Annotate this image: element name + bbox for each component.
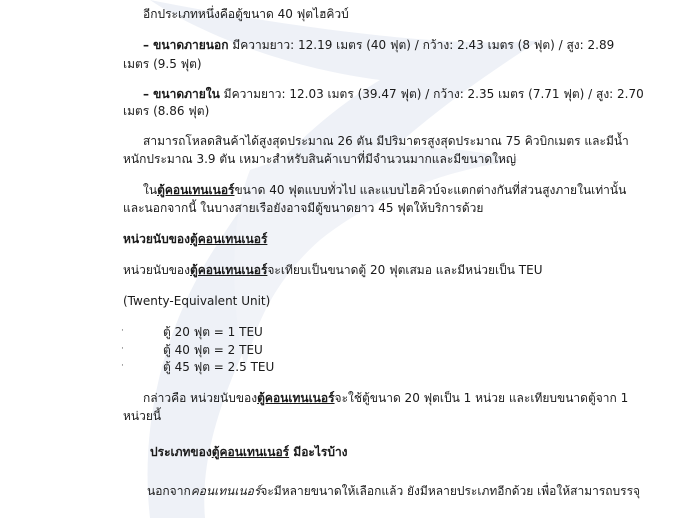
list-item: ตู้ 40 ฟุต = 2 TEU — [163, 343, 263, 357]
text-line — [123, 262, 542, 278]
text-line — [143, 390, 628, 406]
text-line: หนักประมาณ 3.9 ตัน เหมาะสำหรับสินค้าเบาที่มีจำนวนมากและมีขนาดใหญ่ — [123, 152, 517, 166]
text-span: จะมีหลายขนาดให้เลือกแล้ว ยังมีหลายประเภทอีกด้วย เพื่อให้สามารถบรรจุ — [260, 484, 641, 498]
text-line: สามารถโหลดสินค้าได้สูงสุดประมาณ 26 ตัน มีปริมาตรสูงสุดประมาณ 75 คิวบิกเมตร และมีน้ำ — [143, 134, 629, 148]
text-line: หน่วยนี้ — [123, 409, 162, 423]
text-span: ประเภทของ — [150, 445, 212, 459]
text-line: อีกประเภทหนึ่งคือตู้ขนาด 40 ฟุตไฮคิวบ์ — [143, 7, 349, 21]
text-span: ใน — [143, 183, 158, 197]
external-dimension-line — [143, 37, 614, 53]
text-span: กล่าวคือ หน่วยนับของ — [143, 391, 258, 405]
internal-dimension-line — [143, 86, 644, 102]
text-line: เมตร (9.5 ฟุต) — [123, 57, 202, 71]
section-heading-unit — [123, 231, 267, 247]
text-span: มีอะไรบ้าง — [289, 445, 348, 459]
text-line: และนอกจากนี้ ในบางสายเรือยังอาจมีตู้ขนาดยาว 45 ฟุตให้บริการด้วย — [123, 201, 484, 215]
container-link[interactable]: ตู้คอนเทนเนอร์ — [189, 232, 268, 246]
container-link[interactable]: ตู้คอนเทนเนอร์ — [211, 445, 290, 459]
text-span: ขนาด 40 ฟุตแบบทั่วไป และแบบไฮคิวบ์จะแตกต่างกันที่ส่วนสูงภายในเท่านั้น — [234, 183, 627, 197]
text-span: หน่วยนับของ — [123, 263, 190, 277]
list-item: ตู้ 20 ฟุต = 1 TEU — [163, 325, 263, 339]
text-line — [143, 182, 626, 198]
external-label: – ขนาดภายนอก — [143, 38, 229, 52]
container-link[interactable]: ตู้คอนเทนเนอร์ — [189, 263, 268, 277]
text-line: (Twenty-Equivalent Unit) — [123, 294, 271, 308]
external-text: มีความยาว: 12.19 เมตร (40 ฟุต) / กว้าง: 2.43 เมตร (8 ฟุต) / สูง: 2.89 — [228, 38, 615, 52]
text-span: คอนเทนเนอร์ — [190, 484, 261, 498]
bullet-marker: · — [121, 344, 124, 354]
bullet-marker: · — [121, 326, 124, 336]
bullet-marker: · — [121, 361, 124, 371]
list-item: ตู้ 45 ฟุต = 2.5 TEU — [163, 360, 275, 374]
text-span: จะเทียบเป็นขนาดตู้ 20 ฟุตเสมอ และมีหน่วยเป็น TEU — [267, 263, 543, 277]
text-line — [147, 483, 640, 499]
internal-text: มีความยาว: 12.03 เมตร (39.47 ฟุต) / กว้าง: 2.35 เมตร (7.71 ฟุต) / สูง: 2.70 — [219, 87, 644, 101]
text-span: หน่วยนับของ — [123, 232, 190, 246]
container-link[interactable]: ตู้คอนเทนเนอร์ — [157, 183, 235, 197]
text-span: นอกจาก — [147, 484, 191, 498]
container-link[interactable]: ตู้คอนเทนเนอร์ — [257, 391, 335, 405]
section-heading-types — [150, 444, 348, 460]
text-span: จะใช้ตู้ขนาด 20 ฟุตเป็น 1 หน่วย และเทียบขนาดตู้จาก 1 — [334, 391, 629, 405]
text-line: เมตร (8.86 ฟุต) — [123, 104, 210, 118]
internal-label: – ขนาดภายใน — [143, 87, 220, 101]
